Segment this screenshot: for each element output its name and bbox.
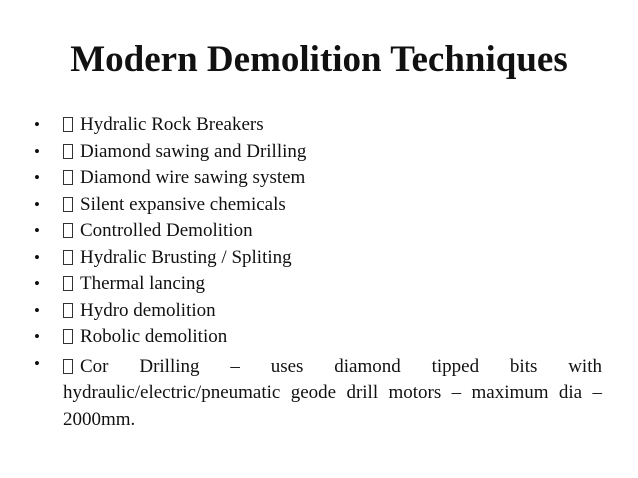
list-item-text: Hydro demolition — [80, 299, 216, 321]
missing-glyph-box-icon — [63, 170, 73, 185]
list-item-text: Robolic demolition — [80, 326, 228, 347]
list-item — [30, 298, 602, 325]
bullet-icon: • — [34, 300, 40, 320]
missing-glyph-box-icon — [63, 303, 73, 318]
list-item-text: Diamond sawing and Drilling — [80, 140, 307, 162]
missing-glyph-box-icon — [63, 223, 73, 238]
missing-glyph-box-icon — [63, 276, 73, 291]
list-item — [30, 165, 602, 192]
bullet-icon: • — [34, 221, 40, 240]
list-item-text: Controlled Demolition — [80, 220, 253, 241]
missing-glyph-box-icon — [63, 197, 73, 212]
list-item — [30, 139, 602, 166]
bullet-list — [30, 112, 602, 433]
bullet-icon: • — [34, 247, 40, 267]
slide-title: Modern Demolition Techniques — [70, 39, 568, 80]
missing-glyph-box-icon — [63, 144, 73, 159]
missing-glyph-box-icon — [63, 117, 73, 132]
bullet-icon: • — [34, 194, 40, 214]
bullet-icon: • — [34, 327, 40, 346]
bullet-icon: • — [34, 141, 40, 161]
missing-glyph-box-icon — [63, 329, 73, 344]
list-item-text: Hydralic Brusting / Spliting — [80, 246, 292, 268]
list-item — [30, 245, 602, 272]
missing-glyph-box-icon — [63, 250, 73, 265]
bullet-icon: • — [34, 115, 40, 134]
list-item — [30, 351, 602, 434]
list-item-text: Hydralic Rock Breakers — [80, 114, 264, 135]
list-item — [30, 218, 602, 245]
missing-glyph-box-icon — [63, 359, 73, 374]
list-item — [30, 324, 602, 351]
bullet-icon: • — [34, 353, 40, 373]
list-item-text: Thermal lancing — [80, 273, 206, 294]
list-item-text: Diamond wire sawing system — [80, 167, 306, 188]
list-item-text: Cor Drilling – uses diamond tipped bits with hydraulic/electric/pneumatic geode drill motors – maximum dia – 2000mm. — [63, 355, 602, 430]
list-item — [30, 192, 602, 219]
bullet-icon: • — [34, 168, 40, 187]
list-item-text: Silent expansive chemicals — [80, 193, 286, 215]
list-item — [30, 112, 602, 139]
list-item — [30, 271, 602, 298]
bullet-icon: • — [34, 274, 40, 293]
